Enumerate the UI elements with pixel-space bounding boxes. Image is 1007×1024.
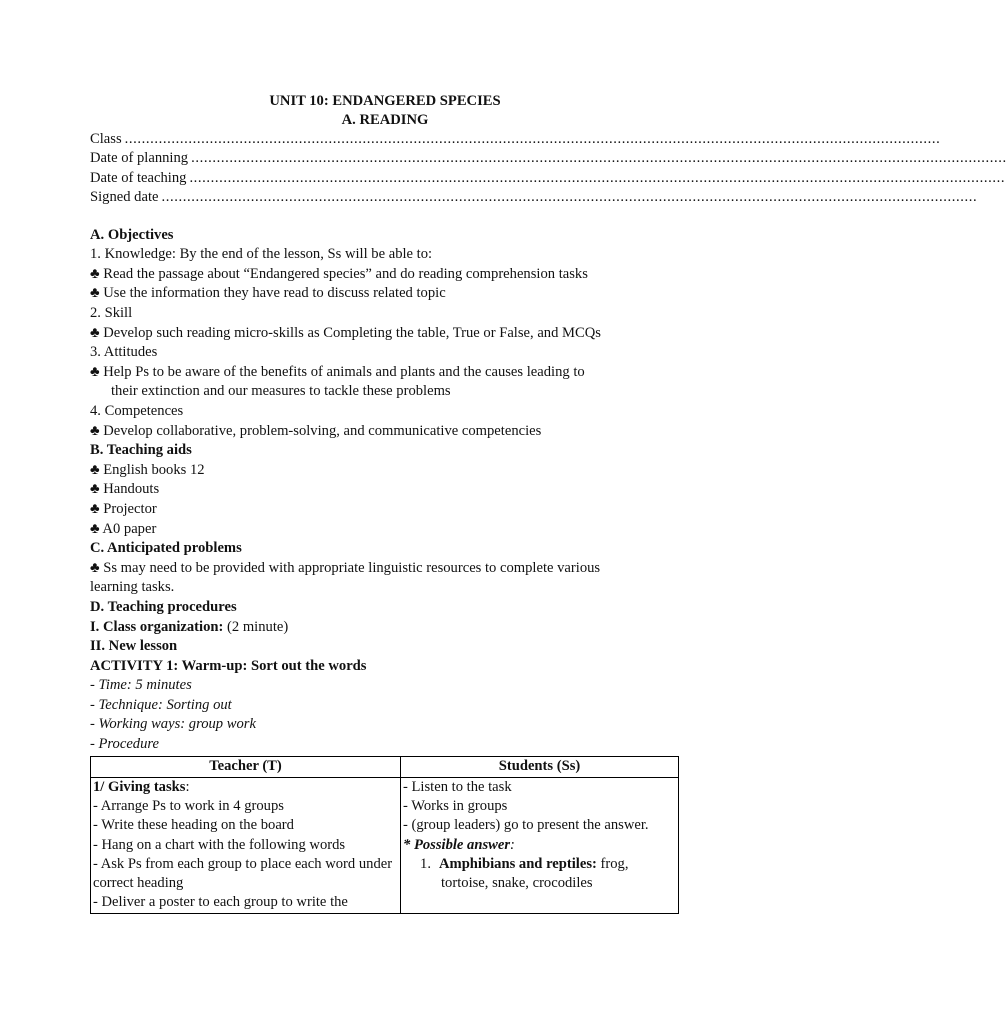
date-of-teaching-dots: ................................................................................................................................................................................................ [189,169,1006,186]
skill-bullet: ♣ Develop such reading micro-skills as Completing the table, True or False, and MCQs [90,324,601,341]
aids-item: ♣ A0 paper [90,520,157,537]
giving-tasks-colon: : [185,778,190,795]
spacer [90,208,680,226]
new-lesson-heading: II. New lesson [90,638,178,655]
aids-item: ♣ Projector [90,500,157,517]
knowledge-bullet-2: ♣ Use the information they have read to discuss related topic [90,285,446,302]
student-step: - (group leaders) go to present the answer. [403,817,649,834]
attitudes-bullet-line-1: ♣ Help Ps to be aware of the benefits of animals and plants and the causes leading to [90,363,585,380]
problems-line-1: ♣ Ss may need to be provided with appropriate linguistic resources to complete various [90,559,601,576]
signed-date-label: Signed date [90,189,159,206]
possible-answer-colon: : [510,836,515,853]
teacher-step: - Hang on a chart with the following words [93,836,346,853]
class-label: Class [90,131,122,147]
attitudes-line: 3. Attitudes [90,344,158,361]
class-organization-value: (2 minute) [223,618,289,635]
answer-number: 1. [420,855,431,872]
time-line: - Time: 5 minutes [90,677,192,694]
date-of-teaching-label: Date of teaching [90,169,187,186]
giving-tasks-label: 1/ Giving tasks [93,778,186,795]
procedure-table [90,756,679,914]
section-title: A. READING [341,112,429,128]
procedure-line: - Procedure [90,736,160,753]
possible-answer-line [403,836,676,855]
answer-item [403,855,676,874]
teaching-procedures-heading: D. Teaching procedures [90,598,237,615]
answer-item-continued: tortoise, snake, crocodiles [441,875,593,892]
class-dots: ................................................................................................................................................................................................ [124,131,941,147]
activity-heading: ACTIVITY 1: Warm-up: Sort out the words [90,657,367,674]
competences-line: 4. Competences [90,402,184,419]
teacher-step: - Write these heading on the board [93,817,294,834]
knowledge-line: 1. Knowledge: By the end of the lesson, Ss will be able to: [90,246,433,263]
teacher-step: - Arrange Ps to work in 4 groups [93,797,284,814]
teacher-column-header: Teacher (T) [91,756,401,777]
date-of-planning-dots: ................................................................................................................................................................................................ [191,150,1007,167]
technique-line: - Technique: Sorting out [90,696,232,713]
class-field [90,130,941,149]
signed-date-field [90,188,978,207]
answer-words: frog, [596,855,629,872]
teaching-aids-heading: B. Teaching aids [90,442,192,459]
working-ways-line: - Working ways: group work [90,716,256,733]
competences-bullet: ♣ Develop collaborative, problem-solving, and communicative competencies [90,422,542,439]
objectives-heading: A. Objectives [90,226,174,243]
possible-answer-label: * Possible answer [403,836,511,853]
skill-line: 2. Skill [90,305,133,321]
aids-item: ♣ Handouts [90,481,160,498]
knowledge-bullet-1: ♣ Read the passage about “Endangered species” and do reading comprehension tasks [90,265,588,282]
class-organization-line [90,618,680,638]
students-column-header: Students (Ss) [401,756,679,777]
teacher-step: - Deliver a poster to each group to write the [93,894,348,911]
unit-title: UNIT 10: ENDANGERED SPECIES [269,93,501,109]
problems-line-2: learning tasks. [90,579,175,596]
aids-item: ♣ English books 12 [90,461,205,478]
table-row [91,777,679,913]
signed-date-dots: ................................................................................................................................................................................................ [161,189,978,206]
students-cell [401,777,679,913]
date-of-planning-label: Date of planning [90,150,189,167]
answer-category: Amphibians and reptiles: [439,855,597,872]
anticipated-problems-heading: C. Anticipated problems [90,540,242,557]
table-header-row [91,756,679,777]
teacher-step: - Ask Ps from each group to place each word under correct heading [93,855,393,892]
class-organization-label: I. Class organization: [90,618,224,635]
giving-tasks-line [93,778,398,797]
attitudes-bullet-line-2: their extinction and our measures to tackle these problems [111,383,451,400]
lesson-plan-page [90,92,1007,914]
student-step: - Works in groups [403,797,508,814]
date-of-teaching-field [90,169,1006,188]
teacher-cell [91,777,401,913]
student-step: - Listen to the task [403,778,512,795]
date-of-planning-field [90,149,1007,168]
